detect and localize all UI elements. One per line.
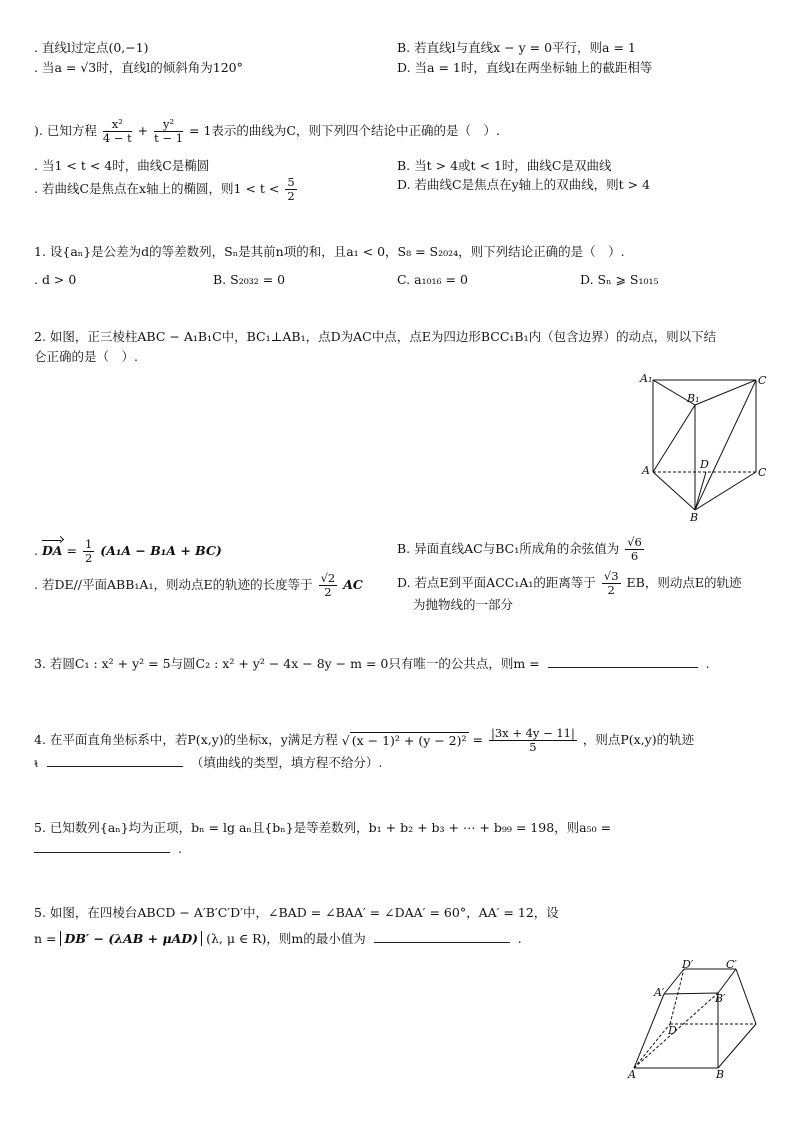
fig1-label-a: A [642, 464, 650, 477]
q11-stem-line1: 2. 如图，正三棱柱ABC − A₁B₁C中，BC₁⊥AB₁，点D为AC中点，点E为四边形BCC₁B₁内（包含边界）的动点，则以下结 [34, 329, 717, 344]
fig2-label-bprime: B′ [715, 992, 726, 1005]
fig1-label-d: D [700, 458, 709, 471]
prism-figure [638, 372, 768, 522]
fig2-label-aprime: A′ [654, 986, 665, 999]
fig2-label-d: D [668, 1024, 677, 1037]
q14-sqrt: √ (x − 1)² + (y − 2)² [341, 732, 467, 748]
q8-option-b: B. 若直线l与直线x − y = 0平行，则a = 1 [397, 40, 636, 55]
q14-answer-blank[interactable] [47, 754, 183, 767]
q16-stem-line1: 5. 如图，在四棱台ABCD − A′B′C′D′中，∠BAD = ∠BAA′ = ∠DAA′ = 60°，AA′ = 12，设 [34, 905, 559, 920]
q11-stem-line2: 仑正确的是（ ）. [34, 349, 138, 364]
q13-stem: 3. 若圆C₁ : x² + y² = 5与圆C₂ : x² + y² − 4x − 8y − m = 0只有唯一的公共点，则m = . [34, 656, 710, 671]
fig1-label-c: C [758, 466, 767, 479]
q13-answer-blank[interactable] [548, 655, 698, 668]
q10-option-c: C. a₁₀₁₆ = 0 [397, 272, 468, 287]
fig2-label-a: A [628, 1068, 636, 1078]
q16-answer-blank[interactable] [374, 930, 510, 943]
fig2-label-dprime: D′ [682, 960, 694, 971]
q10-option-d: D. Sₙ ⩾ S₁₀₁₅ [580, 272, 659, 287]
q11-option-b: B. 异面直线AC与BC₁所成角的余弦值为 $\frac{√6}{6}$ [397, 535, 642, 563]
q15-stem: 5. 已知数列{aₙ}均为正项，bₙ = lg aₙ且{bₙ}是等差数列，b₁ + b₂ + b₃ + ⋯ + b₉₉ = 198，则a₅₀ = [34, 820, 612, 835]
q10-stem: 1. 设{aₙ}是公差为d的等差数列，Sₙ是其前n项的和，且a₁ < 0，S₈ = S₂₀₂₄，则下列结论正确的是（ ）. [34, 244, 625, 259]
q9-option-b: B. 当t > 4或t < 1时，曲线C是双曲线 [397, 158, 612, 173]
q11-option-a: . DA = $\frac{1}{2}$ (A₁A − B₁A + BC) [34, 537, 222, 565]
q8-option-a: . 直线l过定点(0,−1) [34, 40, 149, 55]
q15-line2: . [34, 840, 182, 857]
fig1-label-c1: C [758, 374, 767, 387]
fig1-label-b: B [690, 511, 699, 522]
q11-option-d: D. 若点E到平面ACC₁A₁的距离等于 $\frac{√3}{2}$ EB，则动点E的轨迹 [397, 569, 742, 597]
fig2-label-cprime: C′ [726, 960, 737, 971]
q14-stem: 4. 在平面直角坐标系中，若P(x,y)的坐标x，y满足方程 √ (x − 1)² + (y − 2)² = $\frac{|3x + 4y - 11|}{5}$ ，则点P(x,y)的轨迹 [34, 726, 695, 754]
q11-option-d-line2: 为抛物线的一部分 [413, 597, 514, 612]
fig2-label-b: B [716, 1068, 725, 1078]
frustum-figure [626, 960, 766, 1078]
q9-frac-x: $\frac{\text{x²}}{4 - t}$ [102, 117, 132, 145]
q9-stem: ). 已知方程 $\frac{\text{x²}}{4 - t}$ + $\frac{\text{y²}}{t - 1}$ = 1表示的曲线为C，则下列四个结论中正确的是（ ）. [34, 117, 500, 145]
q9-option-c: . 若曲线C是焦点在x轴上的椭圆，则1 < t < $\frac{5}{2}$ [34, 175, 295, 203]
fig1-label-b1: B₁ [687, 392, 700, 405]
q14-line2: ᵼ （填曲线的类型，填方程不给分）. [34, 755, 383, 770]
q15-answer-blank[interactable] [34, 840, 170, 853]
q8-option-c: . 当a = √3时，直线l的倾斜角为120° [34, 60, 243, 75]
q9-frac-y: $\frac{\text{y²}}{t - 1}$ [154, 117, 184, 145]
q9-option-a: . 当1 < t < 4时，曲线C是椭圆 [34, 158, 210, 173]
q10-option-b: B. S₂₀₃₂ = 0 [213, 272, 286, 287]
q16-stem-line2: n = DB′ − (λAB + μAD) (λ, μ ∈ R)，则m的最小值为 . [34, 931, 522, 946]
q8-option-d: D. 当a = 1时，直线l在两坐标轴上的截距相等 [397, 60, 653, 75]
fig1-label-a1: A₁ [640, 372, 653, 385]
q11-option-c: . 若DE//平面ABB₁A₁，则动点E的轨迹的长度等于 $\frac{√2}{2}$ AC [34, 571, 363, 599]
q9-option-d: D. 若曲线C是焦点在y轴上的双曲线，则t > 4 [397, 177, 651, 192]
q10-option-a: . d > 0 [34, 272, 77, 287]
